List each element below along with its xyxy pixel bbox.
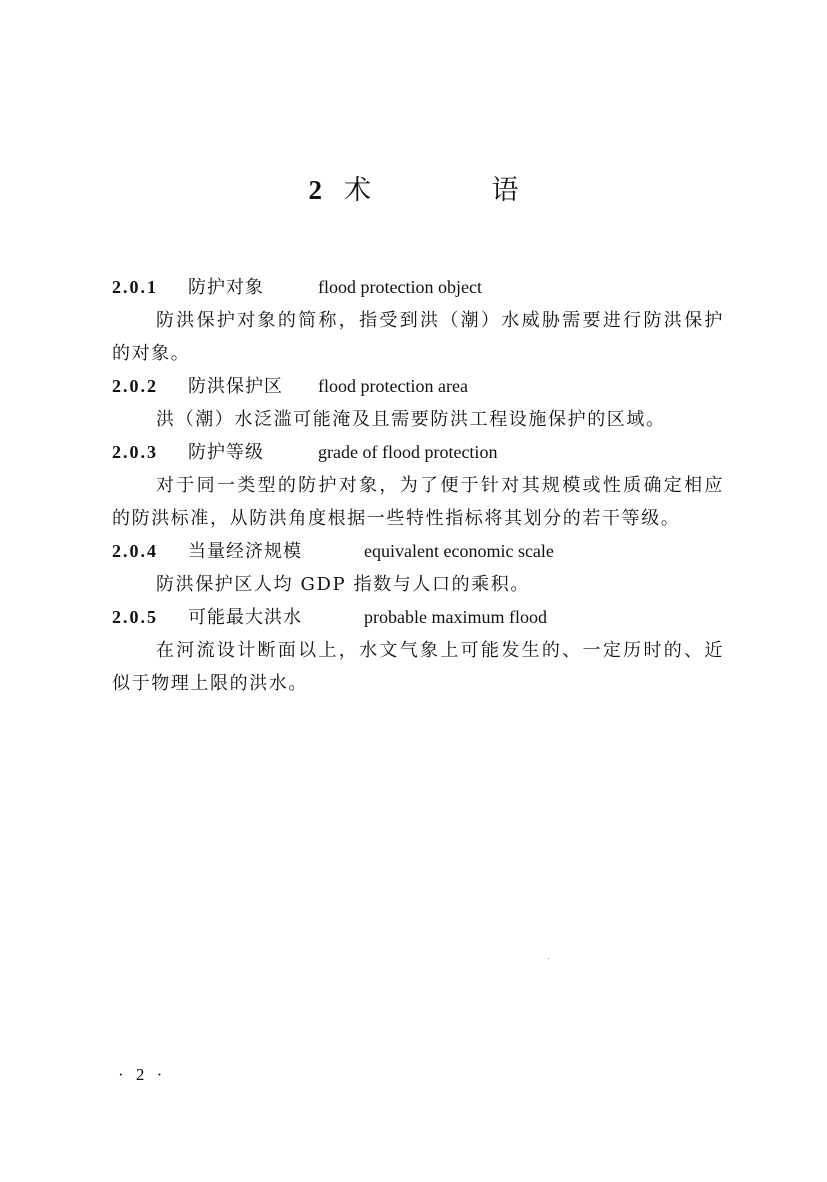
- terms-list: [112, 271, 724, 700]
- term-english: flood protection object: [318, 277, 482, 297]
- term-chinese: 防护等级: [188, 442, 264, 463]
- term-chinese: 防洪保护区: [188, 376, 283, 397]
- scan-speck: [548, 958, 549, 959]
- chapter-title: [0, 172, 827, 209]
- term-chinese: 防护对象: [188, 277, 264, 298]
- page-number: · 2 ·: [118, 1065, 167, 1084]
- term-definition: 对于同一类型的防护对象，为了便于针对其规模或性质确定相应的防洪标准，从防洪角度根据一些特性指标将其划分的若干等级。: [112, 475, 724, 529]
- term-number: 2.0.3: [112, 442, 158, 462]
- term-definition: 在河流设计断面以上，水文气象上可能发生的、一定历时的、近似于物理上限的洪水。: [112, 640, 724, 694]
- term-definition: 防洪保护对象的简称，指受到洪（潮）水威胁需要进行防洪保护的对象。: [112, 310, 724, 364]
- term-chinese: 可能最大洪水: [188, 607, 302, 628]
- term-english: flood protection area: [318, 376, 468, 396]
- term-chinese: 当量经济规模: [188, 541, 302, 562]
- term-english: grade of flood protection: [318, 442, 498, 462]
- term-heading: [112, 271, 724, 304]
- term-english: equivalent economic scale: [364, 541, 554, 561]
- chapter-number: 2: [308, 175, 322, 205]
- term-heading: [112, 535, 724, 568]
- term-english: probable maximum flood: [364, 607, 547, 627]
- term-heading: [112, 436, 724, 469]
- term-heading: [112, 370, 724, 403]
- term-definition: 防洪保护区人均 GDP 指数与人口的乘积。: [156, 574, 530, 595]
- term-heading: [112, 601, 724, 634]
- term-number: 2.0.1: [112, 277, 158, 297]
- term-number: 2.0.4: [112, 541, 158, 561]
- term-number: 2.0.5: [112, 607, 158, 627]
- chapter-heading: 术 语: [343, 175, 575, 206]
- term-number: 2.0.2: [112, 376, 158, 396]
- term-definition: 洪（潮）水泛滥可能淹及且需要防洪工程设施保护的区域。: [156, 409, 666, 430]
